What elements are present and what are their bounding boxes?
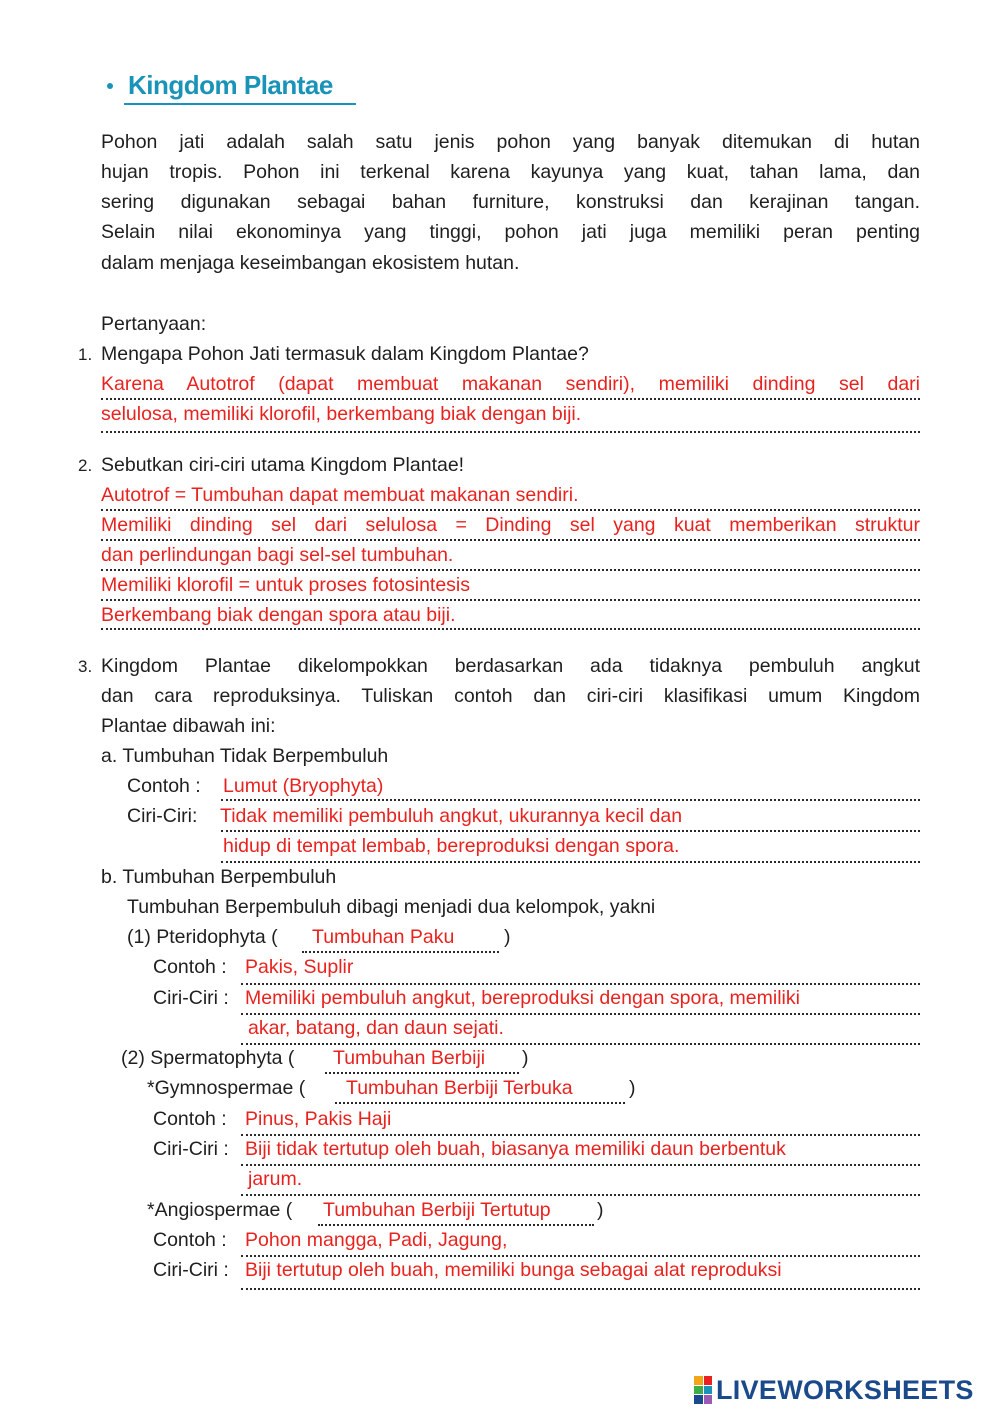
question-number: 2. bbox=[78, 456, 93, 475]
paren-close: ) bbox=[597, 1199, 604, 1221]
contoh-label: Contoh : bbox=[127, 775, 201, 797]
angiospermae-label: *Angiospermae ( bbox=[147, 1199, 293, 1221]
pteridophyta-label: (1) Pteridophyta ( bbox=[127, 926, 278, 948]
contoh-label: Contoh : bbox=[153, 956, 227, 978]
answer-field[interactable]: Tumbuhan Berbiji bbox=[333, 1047, 486, 1069]
section-b-intro: Tumbuhan Berpembuluh dibagi menjadi dua kelompok, yakni bbox=[127, 896, 656, 918]
answer-field[interactable]: selulosa, memiliki klorofil, berkembang biak dengan biji. bbox=[101, 403, 582, 425]
ciri-label: Ciri-Ciri: bbox=[127, 805, 198, 827]
answer-field[interactable]: jarum. bbox=[248, 1168, 303, 1190]
answer-field[interactable]: Berkembang biak dengan spora atau biji. bbox=[101, 604, 456, 626]
answer-field[interactable]: Memiliki klorofil = untuk proses fotosintesis bbox=[101, 574, 471, 596]
intro-line: hujan tropis. Pohon ini terkenal karena kayunya yang kuat, tahan lama, dan bbox=[101, 161, 920, 183]
intro-line: Pohon jati adalah salah satu jenis pohon yang banyak ditemukan di hutan bbox=[101, 131, 920, 153]
gymnospermae-label: *Gymnospermae ( bbox=[147, 1077, 306, 1099]
question-text: Kingdom Plantae dikelompokkan berdasarkan ada tidaknya pembuluh angkut bbox=[101, 655, 920, 677]
answer-field[interactable]: Autotrof = Tumbuhan dapat membuat makanan sendiri. bbox=[101, 484, 579, 506]
section-b-title: b. Tumbuhan Berpembuluh bbox=[101, 866, 337, 888]
answer-field[interactable]: akar, batang, dan daun sejati. bbox=[248, 1017, 504, 1039]
contoh-label: Contoh : bbox=[153, 1229, 227, 1251]
logo-text: LIVEWORKSHEETS bbox=[716, 1374, 974, 1405]
answer-field[interactable]: Lumut (Bryophyta) bbox=[223, 775, 384, 797]
paren-close: ) bbox=[522, 1047, 529, 1069]
answer-field[interactable]: Memiliki dinding sel dari selulosa = Dinding sel yang kuat memberikan struktur bbox=[101, 514, 920, 536]
paren-close: ) bbox=[629, 1077, 636, 1099]
question-text: dan cara reproduksinya. Tuliskan contoh dan ciri-ciri klasifikasi umum Kingdom bbox=[101, 685, 920, 707]
answer-line bbox=[241, 1288, 920, 1290]
answer-field[interactable]: Pohon mangga, Padi, Jagung, bbox=[245, 1229, 508, 1251]
ciri-label: Ciri-Ciri : bbox=[153, 1259, 229, 1281]
intro-line: dalam menjaga keseimbangan ekosistem hutan. bbox=[101, 252, 520, 274]
paren-close: ) bbox=[504, 926, 511, 948]
question-number: 1. bbox=[78, 345, 93, 364]
title-underline bbox=[124, 103, 356, 105]
answer-field[interactable]: Pinus, Pakis Haji bbox=[245, 1108, 392, 1130]
logo-mark-icon bbox=[694, 1376, 712, 1404]
answer-field[interactable]: Pakis, Suplir bbox=[245, 956, 354, 978]
answer-field[interactable]: Tumbuhan Berbiji Tertutup bbox=[323, 1199, 551, 1221]
answer-field[interactable]: hidup di tempat lembab, bereproduksi dengan spora. bbox=[223, 835, 680, 857]
answer-field[interactable]: Tumbuhan Berbiji Terbuka bbox=[346, 1077, 573, 1099]
question-number: 3. bbox=[78, 657, 93, 676]
answer-line bbox=[101, 431, 920, 433]
answer-field[interactable]: Tumbuhan Paku bbox=[312, 926, 455, 948]
answer-field[interactable]: Biji tertutup oleh buah, memiliki bunga sebagai alat reproduksi bbox=[245, 1259, 782, 1281]
contoh-label: Contoh : bbox=[153, 1108, 227, 1130]
ciri-label: Ciri-Ciri : bbox=[153, 987, 229, 1009]
answer-field[interactable]: Karena Autotrof (dapat membuat makanan sendiri), memiliki dinding sel dari bbox=[101, 373, 920, 395]
answer-line bbox=[101, 628, 920, 630]
answer-field[interactable]: Memiliki pembuluh angkut, bereproduksi dengan spora, memiliki bbox=[245, 987, 800, 1009]
answer-field[interactable]: Tidak memiliki pembuluh angkut, ukurannya kecil dan bbox=[220, 805, 683, 827]
ciri-label: Ciri-Ciri : bbox=[153, 1138, 229, 1160]
intro-line: Selain nilai ekonominya yang tinggi, pohon jati juga memiliki peran penting bbox=[101, 221, 920, 243]
answer-field[interactable]: dan perlindungan bagi sel-sel tumbuhan. bbox=[101, 544, 454, 566]
answer-field[interactable]: Biji tidak tertutup oleh buah, biasanya memiliki daun berbentuk bbox=[245, 1138, 786, 1160]
question-text: Sebutkan ciri-ciri utama Kingdom Plantae! bbox=[101, 454, 465, 476]
question-text: Mengapa Pohon Jati termasuk dalam Kingdom Plantae? bbox=[101, 343, 589, 365]
spermatophyta-label: (2) Spermatophyta ( bbox=[121, 1047, 295, 1069]
heading-bullet bbox=[107, 83, 113, 89]
answer-line bbox=[241, 1164, 920, 1166]
questions-label: Pertanyaan: bbox=[101, 313, 207, 335]
section-a-title: a. Tumbuhan Tidak Berpembuluh bbox=[101, 745, 389, 767]
intro-line: sering digunakan sebagai bahan furniture, konstruksi dan kerajinan tangan. bbox=[101, 191, 920, 213]
liveworksheets-logo bbox=[694, 1372, 974, 1408]
question-text: Plantae dibawah ini: bbox=[101, 715, 276, 737]
page-title: Kingdom Plantae bbox=[128, 70, 333, 100]
